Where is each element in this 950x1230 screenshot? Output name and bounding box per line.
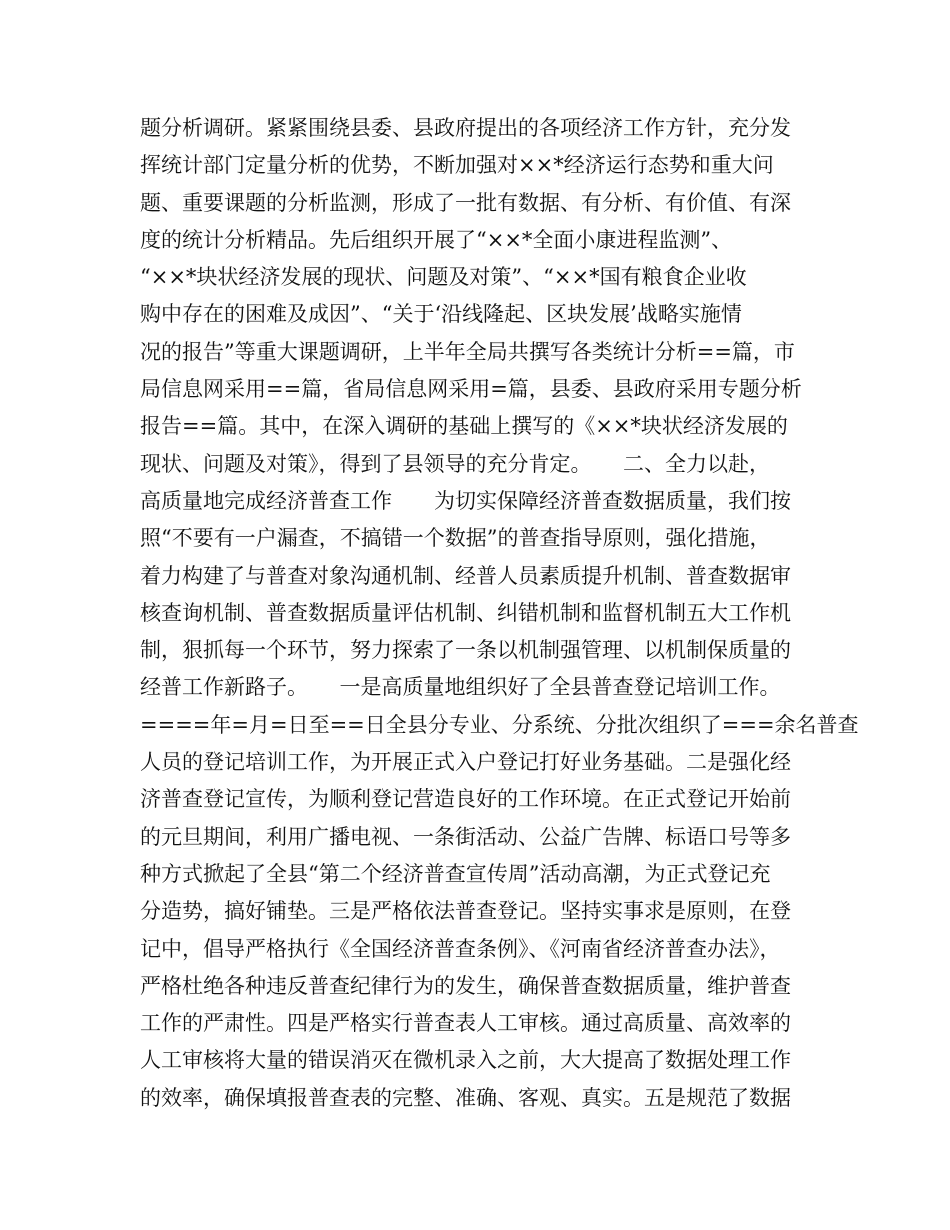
text-line: 报告==篇。其中，在深入调研的基础上撰写的《××*块状经济发展的: [140, 414, 788, 439]
text-line: 题、重要课题的分析监测，形成了一批有数据、有分析、有价值、有深: [140, 190, 791, 215]
text-line: 照“不要有一户漏查，不搞错一个数据”的普查指导原则，强化措施，: [140, 526, 771, 551]
text-line: 核查询机制、普查数据质量评估机制、纠错机制和监督机制五大工作机: [140, 600, 791, 625]
body-text: [140, 110, 859, 1117]
text-line: 度的统计分析精品。先后组织开展了“××*全面小康进程监测”、: [140, 227, 733, 252]
text-line: 着力构建了与普查对象沟通机制、经普人员素质提升机制、普查数据审: [140, 563, 791, 588]
text-line: 工作的严肃性。四是严格实行普查表人工审核。通过高质量、高效率的: [140, 1011, 791, 1036]
text-line: 制，狠抓每一个环节，努力探索了一条以机制强管理、以机制保质量的: [140, 638, 791, 663]
text-line: 高质量地完成经济普查工作 为切实保障经济普查数据质量，我们按: [140, 488, 791, 513]
text-line: 经普工作新路子。 一是高质量地组织好了全县普查登记培训工作。: [140, 675, 781, 700]
text-line: 人员的登记培训工作，为开展正式入户登记打好业务基础。二是强化经: [140, 750, 791, 775]
text-line: 的效率，确保填报普查表的完整、准确、客观、真实。五是规范了数据: [140, 1085, 791, 1110]
text-line: 现状、问题及对策》，得到了县领导的充分肯定。 二、全力以赴，: [140, 451, 770, 476]
text-line: 严格杜绝各种违反普查纪律行为的发生，确保普查数据质量，维护普查: [140, 973, 791, 998]
text-line: 题分析调研。紧紧围绕县委、县政府提出的各项经济工作方针，充分发: [140, 116, 791, 140]
text-line: 记中，倡导严格执行《全国经济普查条例》、《河南省经济普查办法》，: [140, 936, 781, 961]
text-line: 的元旦期间，利用广播电视、一条街活动、公益广告牌、标语口号等多: [140, 824, 791, 849]
text-line: ====年=月=日至==日全县分专业、分系统、分批次组织了===余名普查: [140, 712, 859, 737]
text-line: 购中存在的困难及成因”、“关于‘沿线隆起、区块发展’战略实施情: [140, 302, 742, 327]
text-line: 济普查登记宣传，为顺利登记营造良好的工作环境。在正式登记开始前: [140, 787, 791, 812]
text-line: 种方式掀起了全县“第二个经济普查宣传周”活动高潮，为正式登记充: [140, 861, 771, 886]
text-line: 况的报告”等重大课题调研，上半年全局共撰写各类统计分析==篇，市: [140, 339, 795, 364]
text-line: 局信息网采用==篇，省局信息网采用=篇，县委、县政府采用专题分析: [140, 377, 802, 402]
text-line: “××*块状经济发展的现状、问题及对策”、“××*国有粮食企业收: [140, 265, 747, 290]
text-line: 分造势，搞好铺垫。三是严格依法普查登记。坚持实事求是原则，在登: [140, 899, 791, 924]
text-line: 人工审核将大量的错误消灭在微机录入之前，大大提高了数据处理工作: [140, 1048, 791, 1073]
text-line: 挥统计部门定量分析的优势，不断加强对××*经济运行态势和重大问: [140, 153, 774, 178]
